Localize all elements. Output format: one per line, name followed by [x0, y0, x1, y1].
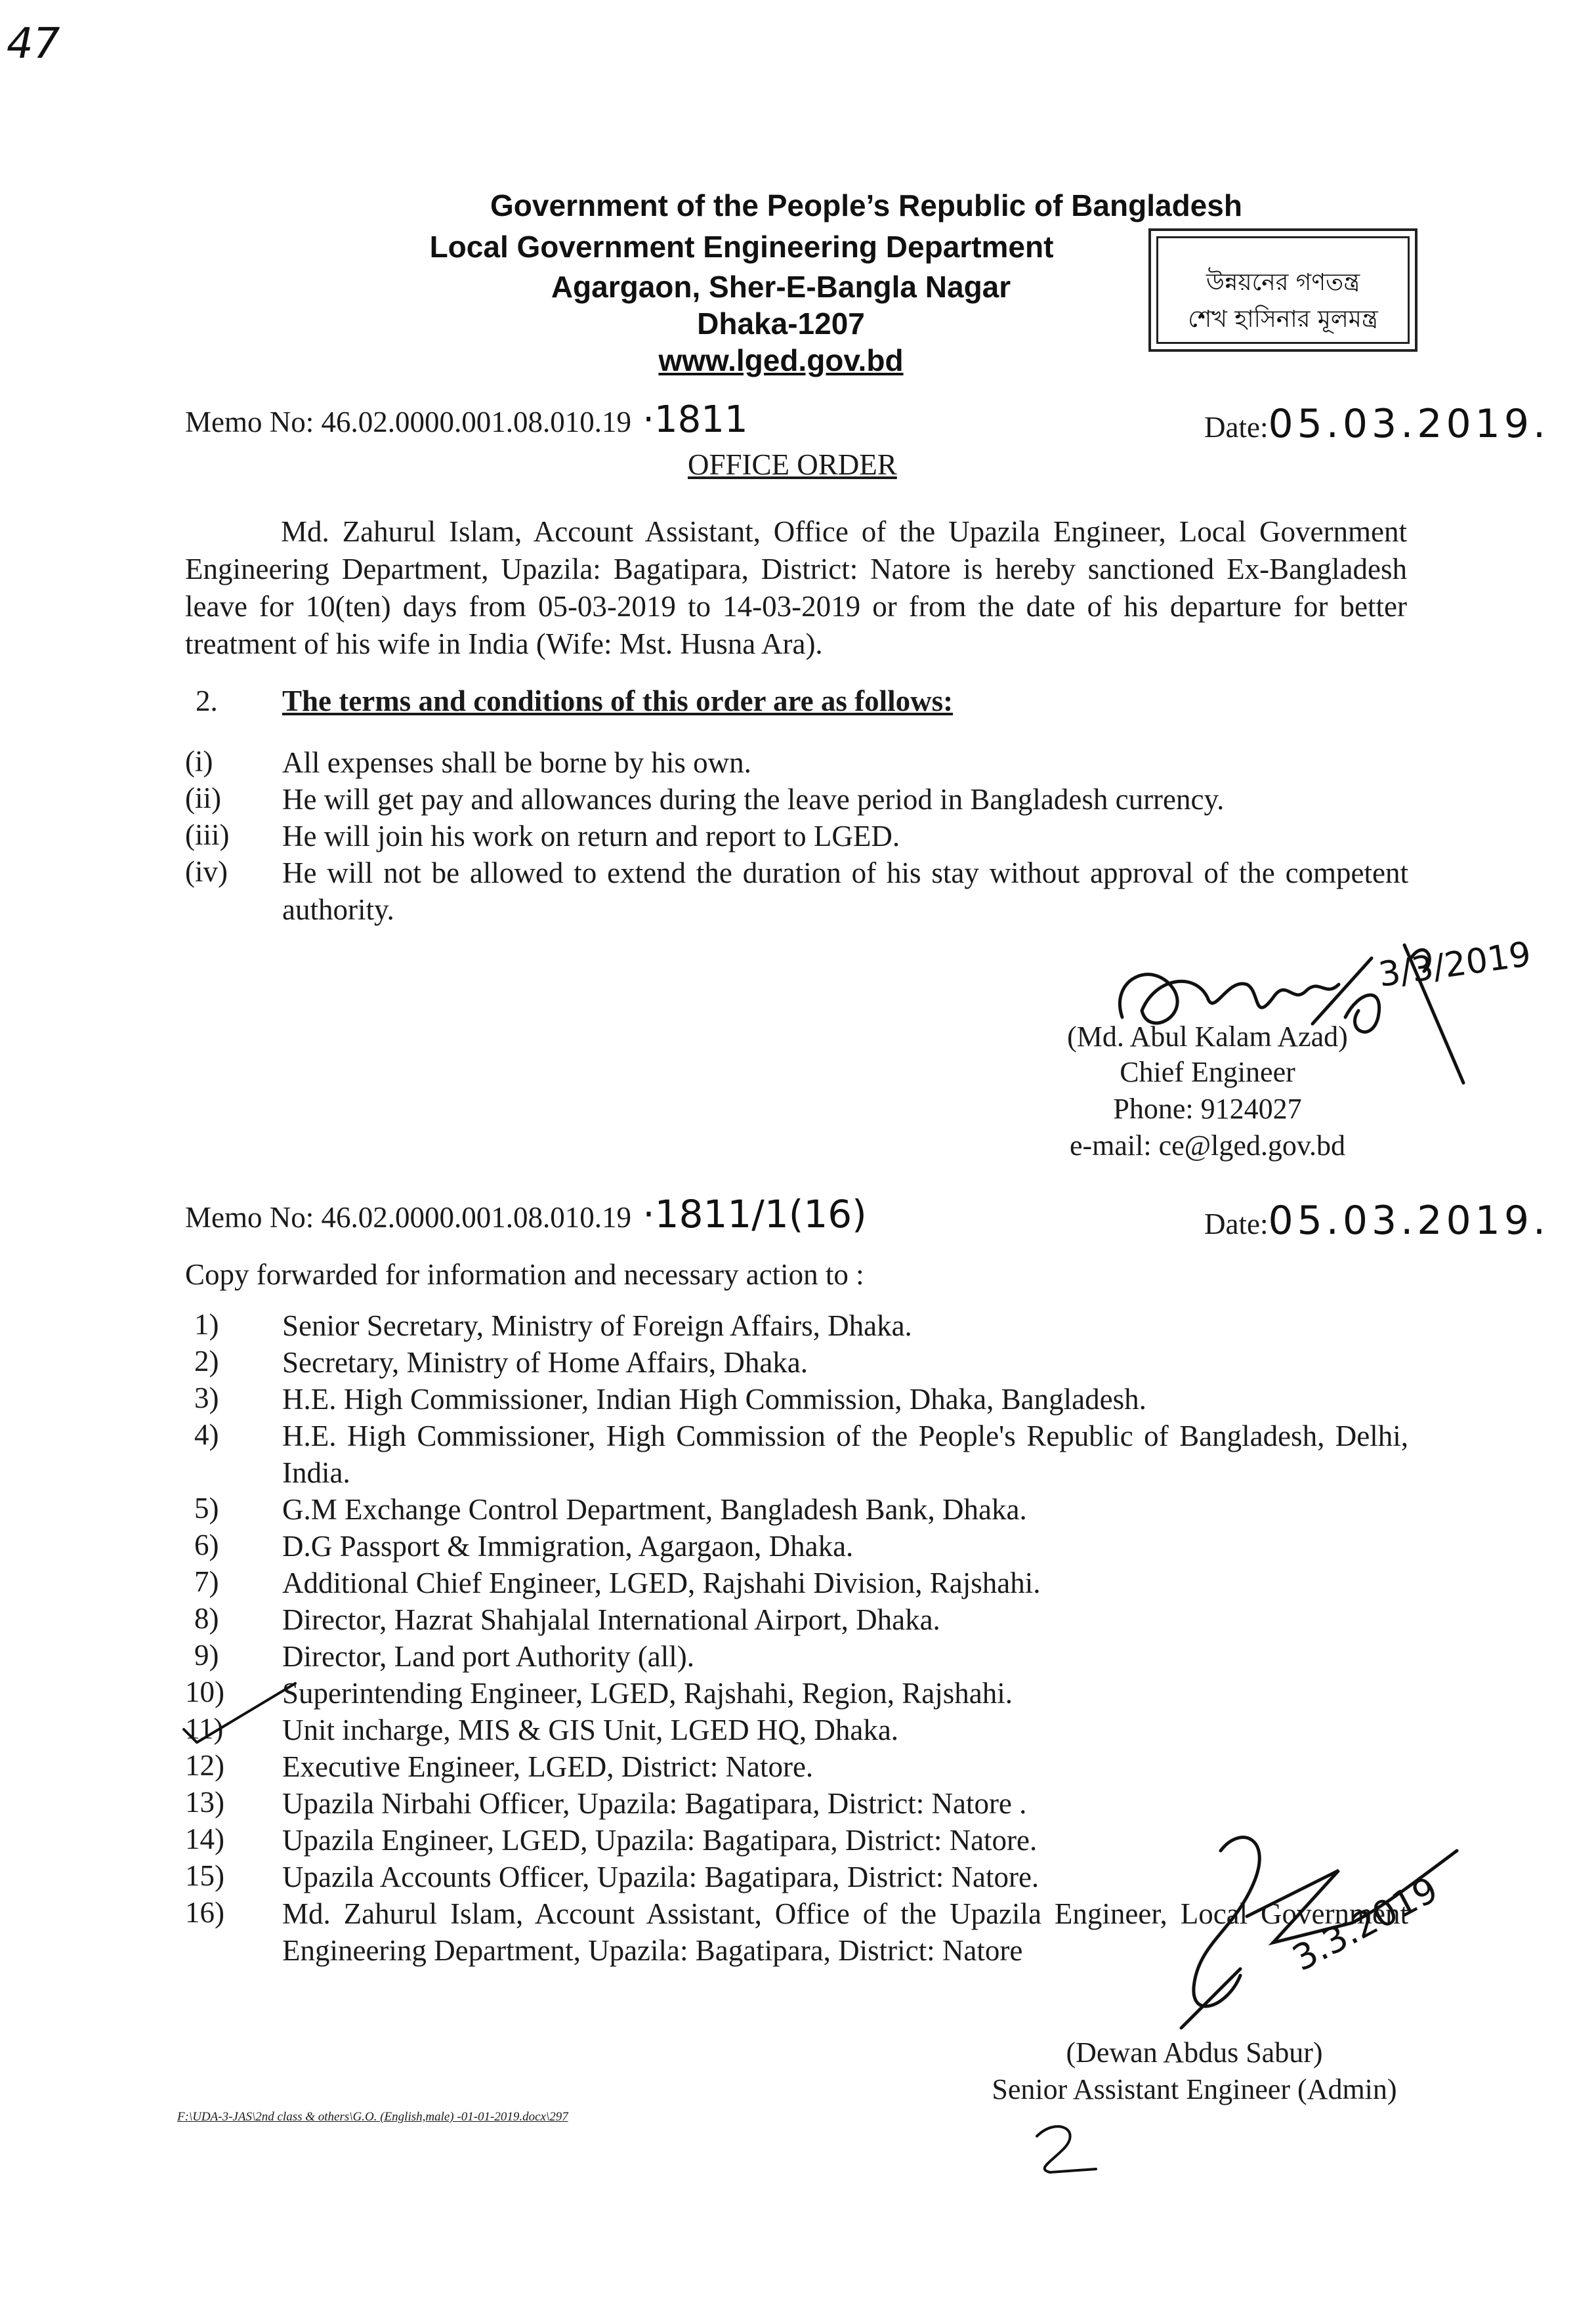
term-item: He will get pay and allowances during the leave period in Bangladesh currency.	[282, 783, 1225, 816]
copy-item: Executive Engineer, LGED, District: Natore.	[282, 1750, 814, 1783]
memo-handwritten-number: ·1811	[642, 398, 748, 441]
copy-item: Unit incharge, MIS & GIS Unit, LGED HQ, Dhaka.	[282, 1714, 899, 1746]
copy-number: 4)	[194, 1418, 219, 1451]
signature-date-2: 3.3.2019	[1286, 1868, 1445, 1979]
stamp-line-1: উন্নয়নের গণতন্ত্র	[1206, 269, 1360, 296]
copy-item: Secretary, Ministry of Home Affairs, Dhaka.	[282, 1346, 808, 1379]
copy-number: 16)	[185, 1896, 224, 1929]
signatory1-title: Chief Engineer	[1120, 1056, 1295, 1088]
header-website: www.lged.gov.bd	[658, 343, 904, 377]
body-paragraph: Md. Zahurul Islam, Account Assistant, Office of the Upazila Engineer, Local Government Engineering Department, Upazila: Bagatipara, District: Natore is hereby sanctioned Ex-Bangladesh leave for 10(ten) days from 05-03-2019 to 14-03-2019 or from the date of his departure for better treatment of his wife in India (Wife: Mst. Husna Ara).	[185, 515, 1407, 660]
copy-item: Superintending Engineer, LGED, Rajshahi, Region, Rajshahi.	[282, 1677, 1013, 1710]
copy-item: H.E. High Commissioner, Indian High Commission, Dhaka, Bangladesh.	[282, 1383, 1146, 1416]
stamp-line-2: শেখ হাসিনার মূলমন্ত্র	[1188, 306, 1378, 333]
copy-number: 7)	[194, 1565, 219, 1598]
signatory1-name: (Md. Abul Kalam Azad)	[1067, 1021, 1348, 1053]
copy-number: 13)	[185, 1786, 224, 1819]
copy-number: 8)	[194, 1602, 219, 1635]
term-number: (iii)	[185, 818, 230, 851]
term-number: (iv)	[185, 855, 228, 888]
term-item: He will not be allowed to extend the duration of his stay without approval of the competent authority.	[282, 856, 1408, 926]
header-address: Agargaon, Sher-E-Bangla Nagar	[551, 270, 1011, 304]
signatory2-title: Senior Assistant Engineer (Admin)	[992, 2073, 1397, 2105]
page-number-mark: 47	[7, 20, 60, 68]
term-number: (ii)	[185, 782, 221, 814]
memo-number-2	[185, 1192, 867, 1236]
copy-item: Senior Secretary, Ministry of Foreign Affairs, Dhaka.	[282, 1309, 912, 1342]
date-label: Date:	[1204, 1208, 1269, 1240]
copy-forward-intro: Copy forwarded for information and necessary action to :	[185, 1258, 864, 1291]
copy-number: 6)	[194, 1528, 219, 1561]
office-order-title: OFFICE ORDER	[688, 448, 897, 481]
header-department: Local Government Engineering Department	[429, 230, 1054, 264]
term-item: All expenses shall be borne by his own.	[282, 746, 751, 779]
tick-mark	[171, 1677, 302, 1749]
copy-item: G.M Exchange Control Department, Bangladesh Bank, Dhaka.	[282, 1493, 1027, 1526]
signature-date-1: 3/3/2019	[1376, 935, 1534, 995]
copy-number: 3)	[194, 1381, 219, 1414]
copy-number: 5)	[194, 1492, 219, 1525]
copy-number: 2)	[194, 1345, 219, 1378]
copy-item: H.E. High Commissioner, High Commission of the People's Republic of Bangladesh, Delhi, India.	[282, 1420, 1408, 1489]
date-label: Date:	[1204, 411, 1269, 444]
terms-heading: The terms and conditions of this order are as follows:	[282, 685, 954, 717]
signatory1-phone: Phone: 9124027	[1113, 1093, 1302, 1125]
memo-number-1	[185, 398, 748, 441]
copy-item: Upazila Accounts Officer, Upazila: Bagatipara, District: Natore.	[282, 1861, 1040, 1893]
copy-item: Upazila Nirbahi Officer, Upazila: Bagatipara, District: Natore .	[282, 1787, 1027, 1820]
copy-number: 9)	[194, 1639, 219, 1672]
file-path-footer: F:\UDA-3-JAS\2nd class & others\G.O. (English,male) -01-01-2019.docx\297	[177, 2110, 568, 2124]
copy-item: Upazila Engineer, LGED, Upazila: Bagatipara, District: Natore.	[282, 1824, 1038, 1857]
term-item: He will join his work on return and report to LGED.	[282, 820, 900, 853]
copy-number: 15)	[185, 1859, 224, 1892]
copy-item: Director, Land port Authority (all).	[282, 1640, 695, 1673]
copy-number: 1)	[194, 1308, 219, 1341]
slogan-stamp	[1148, 228, 1418, 352]
date-handwritten: 05.03.2019.	[1268, 401, 1550, 447]
copy-item: Director, Hazrat Shahjalal International Airport, Dhaka.	[282, 1603, 940, 1636]
copy-number: 11)	[185, 1712, 224, 1745]
copy-item: Additional Chief Engineer, LGED, Rajshahi Division, Rajshahi.	[282, 1567, 1041, 1599]
signatory1-email: e-mail: ce@lged.gov.bd	[1069, 1129, 1346, 1162]
signatory2-name: (Dewan Abdus Sabur)	[1066, 2036, 1323, 2069]
header-city: Dhaka-1207	[697, 306, 865, 341]
memo-date-2	[1204, 1198, 1550, 1244]
copy-item: D.G Passport & Immigration, Agargaon, Dhaka.	[282, 1530, 854, 1563]
memo-handwritten-number: ·1811/1(16)	[642, 1192, 867, 1236]
copy-number: 10)	[185, 1675, 224, 1708]
memo-label: Memo No: 46.02.0000.001.08.010.19	[185, 1201, 631, 1234]
copy-number: 12)	[185, 1749, 224, 1782]
term-number: (i)	[185, 745, 213, 778]
copy-number: 14)	[185, 1823, 224, 1855]
header-government: Government of the People’s Republic of Bangladesh	[490, 188, 1242, 222]
memo-label: Memo No: 46.02.0000.001.08.010.19	[185, 406, 631, 438]
initial-mark	[1024, 2117, 1102, 2182]
date-handwritten: 05.03.2019.	[1268, 1198, 1550, 1244]
copy-item: Md. Zahurul Islam, Account Assistant, Office of the Upazila Engineer, Local Government Engineering Department, Upazila: Bagatipara, District: Natore	[282, 1897, 1408, 1967]
terms-number: 2.	[196, 685, 218, 717]
memo-date-1	[1204, 401, 1550, 447]
